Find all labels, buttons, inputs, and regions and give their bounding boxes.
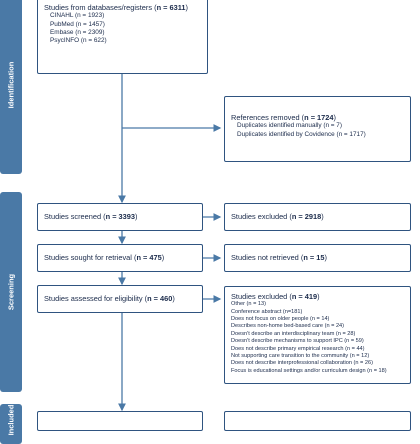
sources-heading: Studies from databases/registers (n = 6311) (44, 3, 189, 12)
box-studies-excluded (224, 203, 411, 231)
box-studies-screened (37, 203, 203, 231)
screened-label: Studies screened (n = 3393) (44, 212, 138, 222)
exclusion-reason: Describes non-home bed-based care (n = 24) (231, 323, 345, 330)
exclusion-reason: Does not describe interprofessional collaboration (n = 26) (231, 360, 373, 367)
exclusion-reason: Does not focus on older people (n = 14) (231, 316, 330, 322)
phase-label-screening: Screening (6, 273, 16, 311)
exclusion-reason: Does not describe primary empirical research (n = 44) (231, 345, 365, 352)
excluded-eligibility-heading: Studies excluded (n = 419) (231, 292, 320, 301)
box-database-sources (37, 0, 208, 74)
removed-item: Duplicates identified manually (n = 7) (237, 122, 342, 130)
assessed-label: Studies assessed for eligibility (n = 460) (44, 294, 175, 304)
source-item: CINAHL (n = 1923) (50, 12, 105, 20)
sources-list (44, 12, 201, 45)
excluded-label: Studies excluded (n = 2918) (231, 212, 324, 222)
exclusion-reason: Doesn't describe mechanisms to support IPC (n = 59) (231, 338, 364, 345)
removed-item: Duplicates identified by Covidence (n = 1717) (237, 130, 366, 138)
box-excluded-eligibility (224, 286, 411, 384)
exclusion-reason: Focus is educational settings and/or curriculum design (n = 18) (231, 367, 387, 374)
box-studies-not-retrieved (224, 244, 411, 272)
box-studies-assessed (37, 285, 203, 313)
removed-list (231, 122, 404, 139)
exclusion-reason: Conference abstract (n=181) (231, 308, 303, 315)
box-studies-sought (37, 244, 203, 272)
exclusion-reason: Doesn't describe an interdisciplinary team (n = 28) (231, 330, 356, 337)
exclusion-reasons-list (231, 301, 404, 375)
removed-heading: References removed (n = 1724) (231, 113, 336, 122)
source-item: PsycINFO (n = 622) (50, 37, 107, 45)
not-retrieved-label: Studies not retrieved (n = 15) (231, 253, 327, 263)
source-item: PubMed (n = 1457) (50, 20, 105, 28)
exclusion-reason: Not supporting care transition to the community (n = 12) (231, 352, 370, 359)
sought-label: Studies sought for retrieval (n = 475) (44, 253, 165, 263)
box-references-removed (224, 96, 411, 162)
phase-label-included: Included (6, 404, 16, 436)
box-studies-included (37, 411, 203, 431)
exclusion-reason: Other (n = 13) (231, 301, 266, 308)
box-included-reports (224, 411, 411, 431)
phase-label-identification: Identification (6, 61, 16, 109)
source-item: Embase (n = 2309) (50, 28, 105, 36)
